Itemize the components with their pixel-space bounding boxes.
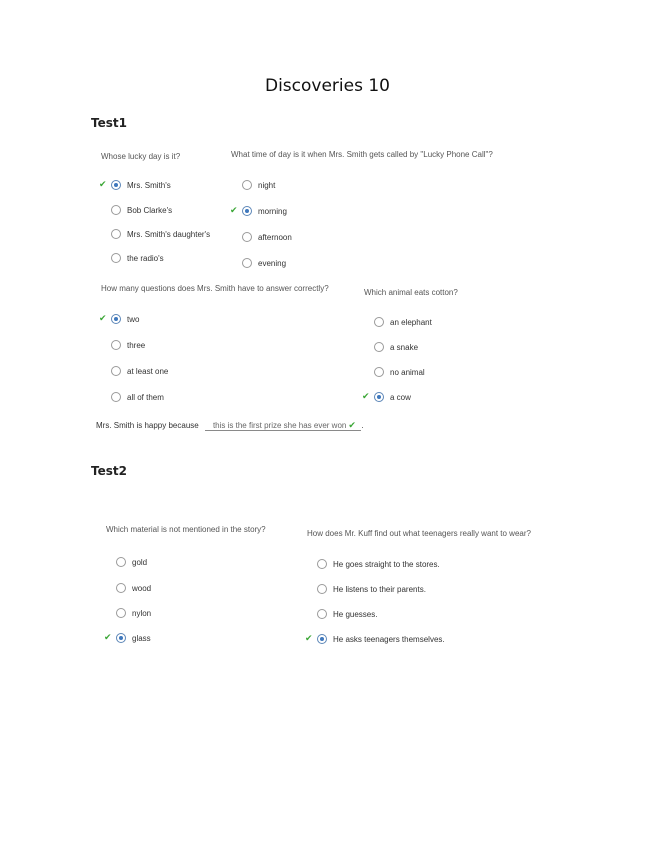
radio[interactable] — [242, 258, 252, 268]
test2-q1-option-4[interactable] — [104, 631, 151, 645]
test2-q1-option-3[interactable] — [116, 606, 151, 620]
radio[interactable] — [111, 366, 121, 376]
correct-check-icon: ✔ — [305, 633, 313, 643]
option-label: wood — [132, 583, 152, 593]
test1-q4-option-3[interactable] — [374, 365, 425, 379]
option-label: Mrs. Smith's — [127, 180, 171, 190]
option-label: evening — [258, 258, 287, 268]
option-label: He guesses. — [333, 609, 378, 619]
option-label: Bob Clarke's — [127, 205, 173, 215]
page-title: Discoveries 10 — [264, 76, 390, 96]
test1-q3-option-2[interactable] — [111, 338, 145, 352]
test1-q3-text: How many questions does Mrs. Smith have to answer correctly? — [101, 284, 329, 293]
option-label: three — [127, 340, 146, 350]
correct-check-icon: ✔ — [348, 420, 356, 430]
option-label: morning — [258, 206, 287, 216]
correct-check-icon: ✔ — [230, 205, 238, 215]
option-label: the radio's — [127, 253, 164, 263]
radio[interactable] — [317, 559, 327, 569]
fill-answer-text: this is the first prize she has ever won — [212, 421, 347, 430]
option-label: two — [127, 314, 140, 324]
test1-q3-option-3[interactable] — [111, 364, 168, 378]
test2-q2-text: How does Mr. Kuff find out what teenagers really want to wear? — [307, 529, 531, 538]
option-label: a snake — [390, 342, 419, 352]
option-label: an elephant — [390, 317, 432, 327]
option-label: nylon — [132, 608, 152, 618]
test1-q4-option-2[interactable] — [374, 340, 418, 354]
option-label: all of them — [127, 392, 164, 402]
radio[interactable] — [116, 583, 126, 593]
test1-q2-option-4[interactable] — [242, 256, 286, 270]
test1-q1-text: Whose lucky day is it? — [101, 152, 181, 161]
test1-q4-text: Which animal eats cotton? — [364, 288, 458, 297]
option-label: Mrs. Smith's daughter's — [127, 229, 211, 239]
fill-answer-field[interactable] — [205, 420, 364, 431]
correct-check-icon: ✔ — [99, 313, 107, 323]
option-label: glass — [132, 633, 151, 643]
test1-q2-option-1[interactable] — [242, 178, 275, 192]
radio[interactable] — [374, 367, 384, 377]
radio[interactable] — [116, 608, 126, 618]
radio[interactable] — [111, 392, 121, 402]
correct-check-icon: ✔ — [362, 391, 370, 401]
test1-q2-text: What time of day is it when Mrs. Smith gets called by "Lucky Phone Call"? — [231, 150, 493, 159]
test1-q4-option-1[interactable] — [374, 315, 432, 329]
test1-q2-option-2[interactable] — [230, 204, 287, 218]
test2-heading: Test2 — [91, 464, 127, 478]
radio[interactable] — [242, 232, 252, 242]
option-label: He asks teenagers themselves. — [333, 634, 445, 644]
radio[interactable] — [317, 609, 327, 619]
radio-selected[interactable] — [111, 180, 121, 190]
test1-q1-option-4[interactable] — [111, 251, 164, 265]
radio[interactable] — [374, 342, 384, 352]
test1-q1-option-1[interactable] — [99, 178, 171, 192]
radio-selected[interactable] — [242, 206, 252, 216]
option-label: He goes straight to the stores. — [333, 559, 440, 569]
test2-q1-text: Which material is not mentioned in the story? — [106, 525, 266, 534]
test2-q2-option-4[interactable] — [305, 632, 445, 646]
test1-q4-option-4[interactable] — [362, 390, 411, 404]
test1-q1-option-3[interactable] — [111, 227, 210, 241]
test2-q2-option-3[interactable] — [317, 607, 377, 621]
radio-selected[interactable] — [374, 392, 384, 402]
test1-q2-option-3[interactable] — [242, 230, 292, 244]
radio[interactable] — [374, 317, 384, 327]
fill-end: . — [361, 421, 364, 430]
radio-selected[interactable] — [116, 633, 126, 643]
option-label: gold — [132, 557, 148, 567]
radio[interactable] — [111, 253, 121, 263]
correct-check-icon: ✔ — [104, 632, 112, 642]
test1-q1-option-2[interactable] — [111, 203, 172, 217]
test2-q2-option-1[interactable] — [317, 557, 440, 571]
radio[interactable] — [111, 205, 121, 215]
test1-q3-option-1[interactable] — [99, 312, 140, 326]
radio[interactable] — [242, 180, 252, 190]
fill-prompt: Mrs. Smith is happy because — [96, 421, 199, 430]
radio[interactable] — [111, 229, 121, 239]
option-label: at least one — [127, 366, 169, 376]
radio-selected[interactable] — [111, 314, 121, 324]
radio-selected[interactable] — [317, 634, 327, 644]
radio[interactable] — [317, 584, 327, 594]
test1-fill-question — [96, 421, 364, 431]
radio[interactable] — [111, 340, 121, 350]
option-label: no animal — [390, 367, 425, 377]
test1-heading: Test1 — [91, 116, 127, 130]
test2-q1-option-1[interactable] — [116, 555, 147, 569]
option-label: He listens to their parents. — [333, 584, 426, 594]
radio[interactable] — [116, 557, 126, 567]
correct-check-icon: ✔ — [99, 179, 107, 189]
option-label: night — [258, 180, 276, 190]
test1-q3-option-4[interactable] — [111, 390, 164, 404]
test2-q1-option-2[interactable] — [116, 581, 151, 595]
option-label: afternoon — [258, 232, 292, 242]
test2-q2-option-2[interactable] — [317, 582, 426, 596]
option-label: a cow — [390, 392, 411, 402]
